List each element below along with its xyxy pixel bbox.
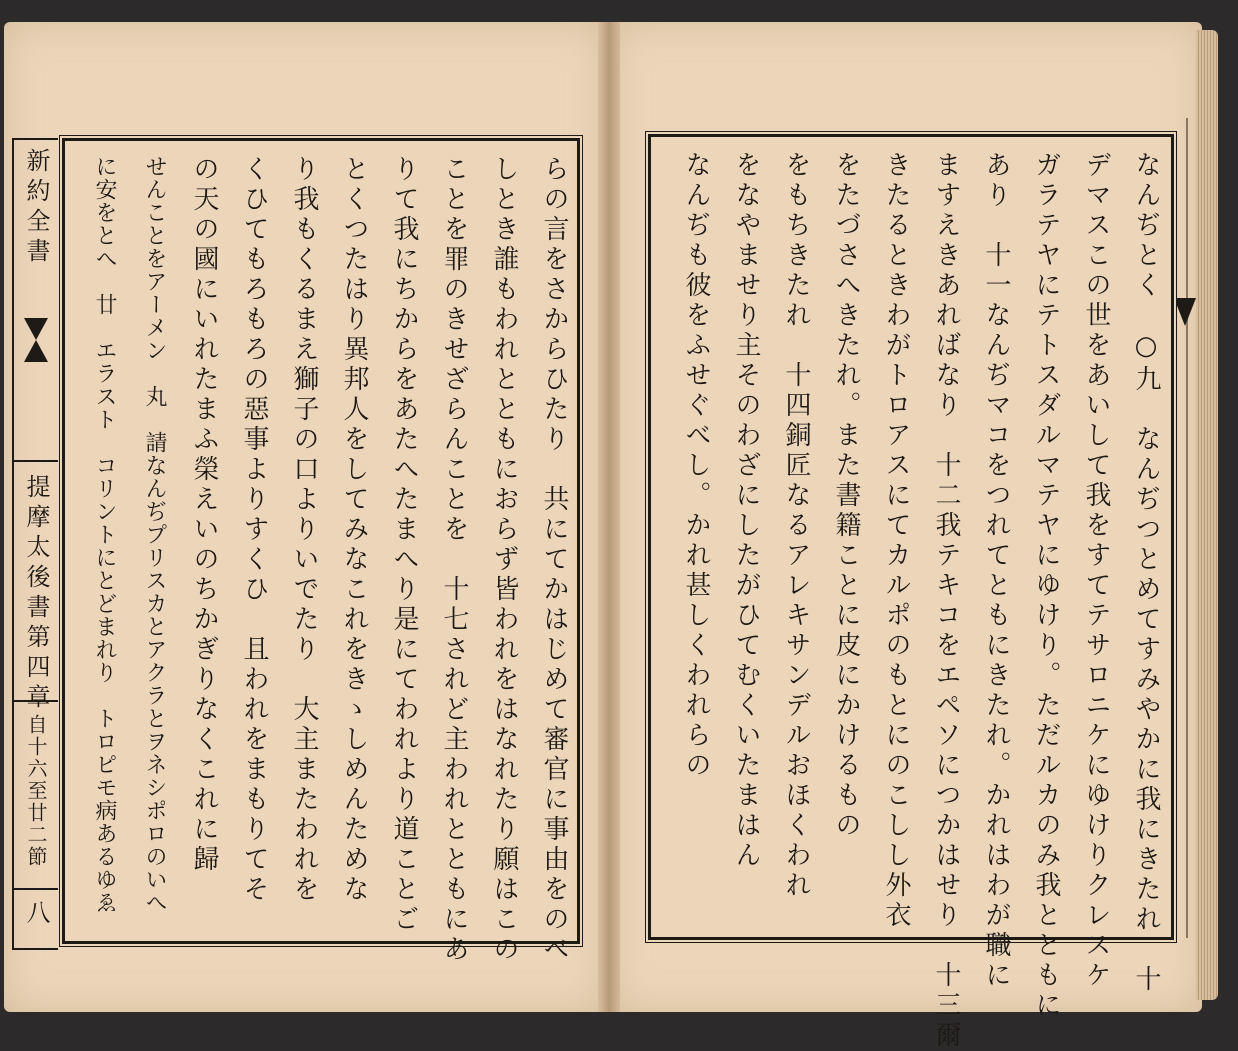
page-number: 八 [22,900,50,930]
text-column: をもちきたれ 十四銅匠なるアレキサンデルおほくわれ [781,151,811,901]
book-title: 新約全書 [22,148,50,268]
text-column: せんことをアーメン 丸 請なんぢプリスカとアクラとヲネシポロのいへ [142,155,167,914]
text-column: ことを罪のきせざらんことを 十七されど主われとともにあ [439,155,469,965]
text-column: をたづさへきたれ。また書籍ことに皮にかけるもの [831,151,861,841]
text-column: りて我にちからをあたへたまへり是にてわれより道ことご [389,155,419,935]
book-gutter [598,22,620,1012]
text-column: ガラテヤにテトスダルマテヤにゆけり。ただルカのみ我とともに [1031,151,1061,1021]
fish-tail-mark-icon [24,340,48,362]
text-column: なんぢとく ○九 なんぢつとめてすみやかに我にきたれ 十 [1131,151,1161,995]
verse-range: 自十六至廿二節 [24,714,48,868]
text-column: きたるときわがトロアスにてカルポのもとにのこしし外衣 [881,151,911,931]
text-column: とくつたはり異邦人をしてみなこれをきゝしめんためな [339,155,369,905]
text-column: の天の國にいれたまふ榮えいのちかぎりなくこれに歸 [189,155,219,875]
page-edges [1196,30,1218,1000]
right-text-frame [648,134,1174,1051]
text-column: なんぢも彼をふせぐべし。かれ甚しくわれらの [681,151,711,781]
fish-tail-mark-icon [24,318,48,340]
text-column: に安をとへ 廿 エラスト コリントにとどまれり トロピモ病あるゆゑ [92,155,117,914]
text-column: らの言をさからひたり 共にてかはじめて審官に事由をのべ [539,155,569,965]
left-text-frame [62,138,580,965]
text-column: デマスこの世をあいして我をすてテサロニケにゆけりクレスケ [1081,151,1111,991]
text-column: しとき誰もわれとともにおらず皆われをはなれたり願はこの [489,155,519,965]
page-margin-column [12,138,58,950]
text-column: り我もくるまえ獅子の口よりいでたり 大主またわれを [289,155,319,905]
text-column: ますえきあればなり 十二我テキコをエペソにつかはせり 十三爾 [931,151,961,1051]
chapter-title: 提摩太後書第四章 [22,474,50,714]
text-column: をなやませり主そのわざにしたがひてむくいたまはん [731,151,761,871]
text-column: あり 十一なんぢマコをつれてともにきたれ。かれはわが職に [981,151,1011,991]
text-column: くひてもろもろの惡事よりすくひ 且われをまもりてそ [239,155,269,905]
